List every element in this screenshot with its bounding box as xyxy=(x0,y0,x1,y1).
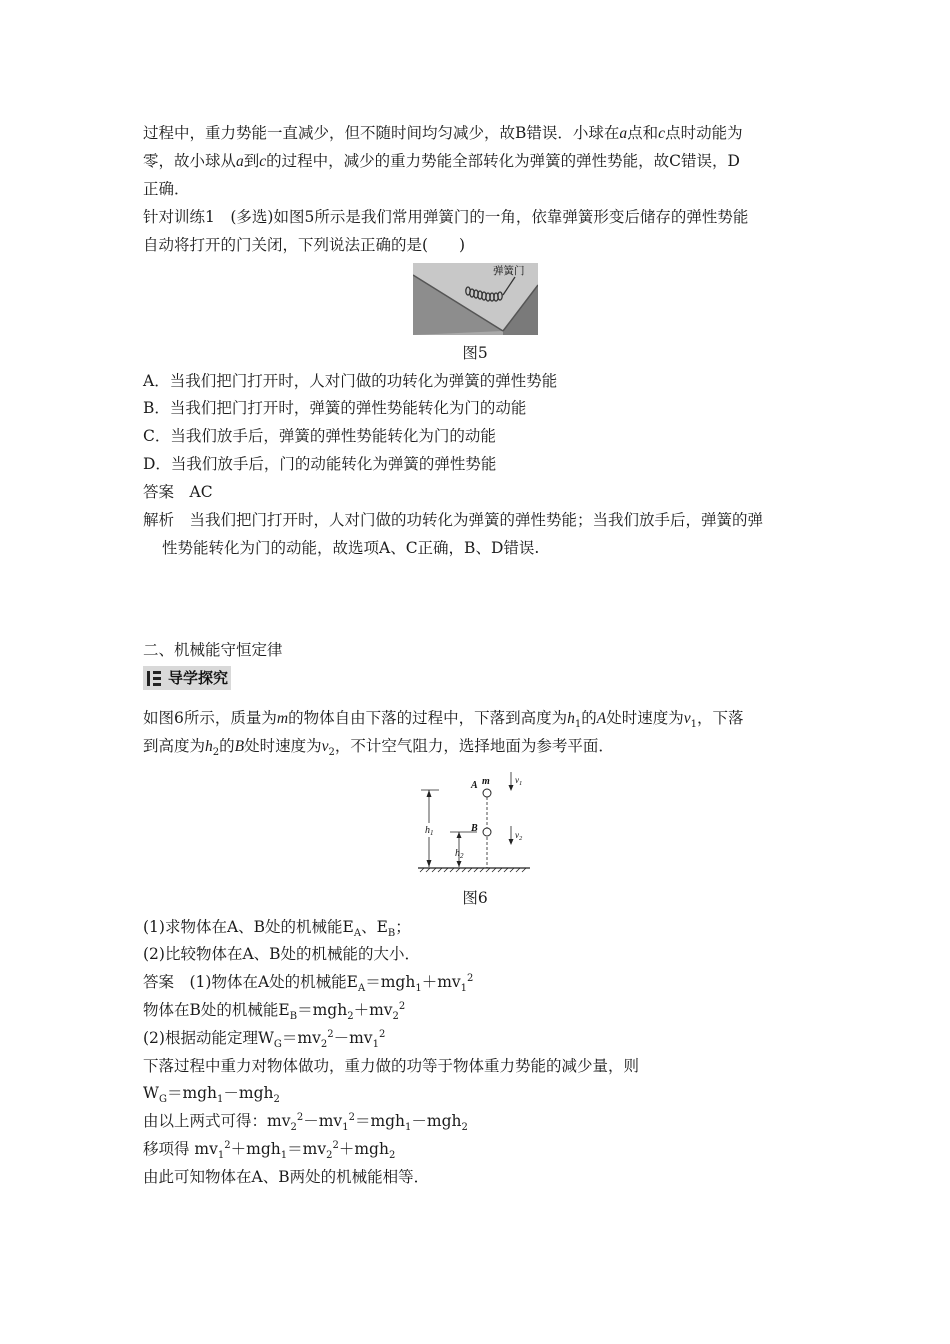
text-segment: ＝mgh xyxy=(365,973,416,991)
svg-text:h2 xyxy=(455,848,464,860)
figure-caption: 图5 xyxy=(462,344,488,362)
superscript: 2 xyxy=(296,1111,304,1123)
superscript: 2 xyxy=(398,1000,406,1012)
text-segment: 由以上两式可得：mv xyxy=(143,1112,291,1130)
subscript: 2 xyxy=(392,1011,399,1023)
text-segment: －mv xyxy=(303,1112,343,1130)
text-segment: 到高度为 xyxy=(143,737,206,755)
v1-sub: 1 xyxy=(519,780,523,787)
option-a: A．当我们把门打开时，人对门做的功转化为弹簧的弹性势能 xyxy=(143,372,558,390)
section-heading: 二、机械能守恒定律 xyxy=(143,641,283,659)
answer: 答案 AC xyxy=(143,483,213,501)
symbol-m: m xyxy=(276,710,289,727)
subscript: 1 xyxy=(217,1150,225,1162)
superscript: 2 xyxy=(467,972,474,984)
subscript: 2 xyxy=(326,1150,333,1162)
exercise-title: 针对训练1 (多选)如图5所示是我们常用弹簧门的一角，依靠弹簧形变后储存的弹性势能 xyxy=(143,208,749,226)
text-segment: 点时动能为 xyxy=(665,124,743,142)
subscript: 2 xyxy=(290,1122,297,1134)
superscript: 2 xyxy=(332,1139,339,1151)
spring-door-label: 弹簧门 xyxy=(493,265,525,277)
text-segment: ＝mv xyxy=(281,1029,321,1047)
falling-object-diagram xyxy=(415,768,535,878)
symbol-v: v xyxy=(683,710,691,727)
symbol-h: h xyxy=(567,710,575,727)
analysis-cont: 性势能转化为门的动能，故选项A、C正确，B、D错误. xyxy=(162,539,540,557)
text-segment: ＋mgh xyxy=(338,1140,389,1158)
option-d: D．当我们放手后，门的动能转化为弹簧的弹性势能 xyxy=(143,455,497,473)
subscript: G xyxy=(158,1094,167,1106)
symbol-c: c xyxy=(658,125,666,142)
v2-sub: 2 xyxy=(519,835,523,842)
v2-label: v xyxy=(515,830,519,840)
option-b: B．当我们把门打开时，弹簧的弹性势能转化为门的动能 xyxy=(143,399,527,417)
text-segment: ，下落 xyxy=(696,709,744,727)
text-segment: ＋mv xyxy=(353,1001,393,1019)
solution-conclusion: 由此可知物体在A、B两处的机械能相等． xyxy=(143,1168,430,1186)
text-line xyxy=(143,123,743,144)
svg-text:v1 xyxy=(515,775,522,787)
text-segment: ，不计空气阻力，选择地面为参考平面． xyxy=(334,737,614,755)
problem-line xyxy=(143,708,744,729)
subscript: 1 xyxy=(342,1122,349,1134)
text-segment: 物体在B处的机械能E xyxy=(143,1001,290,1019)
tag-bar-icon xyxy=(147,671,150,686)
solution-line xyxy=(143,1028,386,1051)
symbol-c: c xyxy=(259,153,267,170)
section-tag xyxy=(143,666,231,690)
text-segment: ； xyxy=(395,918,411,936)
subscript: 1 xyxy=(460,983,468,995)
spring-door-photo xyxy=(413,263,538,335)
subscript: 2 xyxy=(461,1122,468,1134)
text-segment: (2)根据动能定理W xyxy=(143,1029,274,1047)
subscript: G xyxy=(273,1039,282,1051)
subscript: 1 xyxy=(217,1094,224,1106)
text-segment: W xyxy=(143,1084,159,1102)
subscript: A xyxy=(357,983,366,995)
problem-line xyxy=(143,736,614,757)
question-1 xyxy=(143,917,411,940)
subscript: 2 xyxy=(328,747,335,759)
subscript: 2 xyxy=(388,1150,396,1162)
symbol-A: A xyxy=(596,710,607,727)
symbol-a: a xyxy=(236,153,244,170)
text-segment: ＋mgh xyxy=(230,1140,281,1158)
text-segment: 过程中，重力势能一直减少，但不随时间均匀减少，故B错误．小球在 xyxy=(143,124,620,142)
text-segment: 的 xyxy=(219,737,235,755)
h1-label: h xyxy=(425,825,430,836)
text-segment: 点和 xyxy=(627,124,659,142)
subscript: B xyxy=(387,928,396,940)
subscript: 1 xyxy=(372,1039,379,1051)
text-segment: 到 xyxy=(243,152,260,170)
symbol-v: v xyxy=(321,738,329,755)
text-segment: 移项得 mv xyxy=(143,1140,218,1158)
superscript: 2 xyxy=(378,1028,386,1040)
text-segment: ＝mv xyxy=(287,1140,327,1158)
symbol-a: a xyxy=(619,125,628,142)
v1-label: v xyxy=(515,775,519,785)
text-segment: －mgh xyxy=(223,1084,274,1102)
solution-line xyxy=(143,1139,396,1162)
text-segment: 的物体自由下落的过程中，下落到高度为 xyxy=(288,709,568,727)
text-segment: 的过程中，减少的重力势能全部转化为弹簧的弹性势能，故C错误，D xyxy=(266,152,740,170)
tag-stripes-icon xyxy=(153,671,161,686)
exercise-question: 自动将打开的门关闭，下列说法正确的是( ) xyxy=(143,236,466,254)
text-segment: 的 xyxy=(581,709,597,727)
solution-line xyxy=(143,1000,406,1023)
h2-sub: 2 xyxy=(460,852,464,860)
analysis: 解析 当我们把门打开时，人对门做的功转化为弹簧的弹性势能；当我们放手后，弹簧的弹 xyxy=(143,511,764,529)
subscript: A xyxy=(353,928,362,940)
symbol-B: B xyxy=(234,738,245,755)
option-c: C．当我们放手后，弹簧的弹性势能转化为门的动能 xyxy=(143,427,496,445)
figure-caption: 图6 xyxy=(462,889,488,907)
text-segment: 处时速度为 xyxy=(606,709,684,727)
text-segment: ＝mgh xyxy=(354,1112,406,1130)
section-tag-label: 导学探究 xyxy=(168,669,229,687)
solution-line xyxy=(143,972,474,995)
subscript: 1 xyxy=(690,719,697,731)
text-segment: 如图6所示，质量为 xyxy=(143,709,277,727)
solution-line: 下落过程中重力对物体做功，重力做的功等于物体重力势能的减少量，则 xyxy=(143,1057,640,1075)
subscript: 1 xyxy=(415,983,422,995)
h1-sub: 1 xyxy=(430,829,434,837)
subscript: 1 xyxy=(405,1122,412,1134)
symbol-h: h xyxy=(205,738,213,755)
text-segment: 零，故小球从 xyxy=(143,152,237,170)
question-2: (2)比较物体在A、B处的机械能的大小． xyxy=(143,945,421,963)
solution-line xyxy=(143,1111,468,1134)
text-segment: －mgh xyxy=(411,1112,462,1130)
text-segment: －mv xyxy=(333,1029,373,1047)
subscript: 1 xyxy=(574,719,582,731)
text-segment: (1)求物体在A、B处的机械能E xyxy=(143,918,354,936)
subscript: 2 xyxy=(347,1011,354,1023)
solution-line xyxy=(143,1083,280,1106)
text-segment: ＝mgh xyxy=(297,1001,348,1019)
label-B: B xyxy=(471,823,478,834)
text-segment: ＝mgh xyxy=(166,1084,218,1102)
svg-text:v2 xyxy=(515,830,523,842)
text-segment: 处时速度为 xyxy=(244,737,322,755)
h2-label: h xyxy=(455,848,460,859)
superscript: 2 xyxy=(224,1139,231,1151)
superscript: 2 xyxy=(327,1028,334,1040)
text-segment: ＋mv xyxy=(421,973,461,991)
label-A: A xyxy=(471,780,478,791)
label-m: m xyxy=(482,776,490,787)
subscript: 1 xyxy=(280,1150,288,1162)
subscript: 2 xyxy=(273,1094,280,1106)
text-segment: 、E xyxy=(361,918,388,936)
text-line xyxy=(143,151,740,172)
superscript: 2 xyxy=(348,1111,355,1123)
subscript: 2 xyxy=(320,1039,328,1051)
text-segment: 答案 (1)物体在A处的机械能E xyxy=(143,973,358,991)
subscript: 2 xyxy=(212,747,220,759)
subscript: B xyxy=(289,1011,298,1023)
text-line: 正确． xyxy=(143,180,190,198)
